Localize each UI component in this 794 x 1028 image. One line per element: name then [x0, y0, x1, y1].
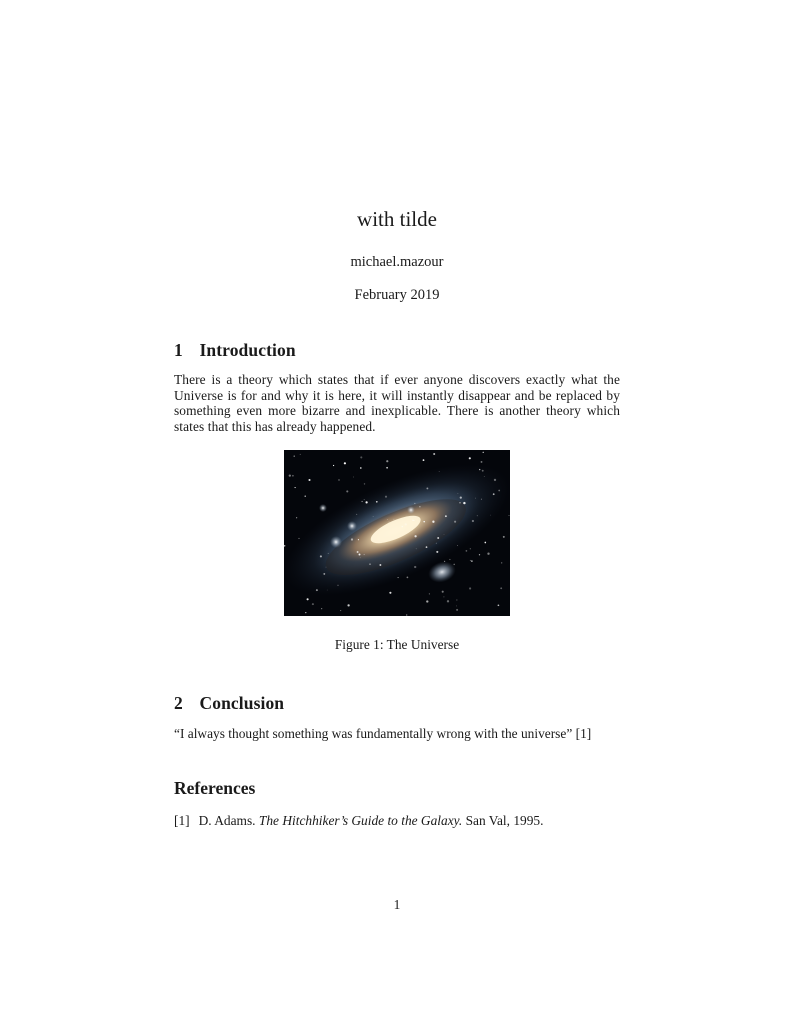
page-title: with tilde: [357, 207, 437, 231]
bright-star-glow: [407, 506, 415, 514]
reference-authors: D. Adams.: [198, 812, 256, 828]
page-number: 1: [393, 897, 401, 912]
section-number: 1: [174, 340, 183, 360]
bright-star-glow: [347, 521, 357, 531]
reference-publisher: San Val, 1995.: [465, 812, 544, 828]
bright-star-glow: [330, 536, 342, 548]
conclusion-paragraph: “I always thought something was fundamentally wrong with the universe” [1]: [174, 726, 592, 742]
document-content: [174, 0, 620, 829]
figure-block: [174, 450, 620, 653]
section-heading-conclusion: [174, 693, 620, 714]
figure-caption: Figure 1: The Universe: [334, 637, 460, 653]
introduction-paragraph: There is a theory which states that if ever anyone discovers exactly what the Universe is for and why it is here, it will instantly disappear and be replaced by something even more bizarre and inexplicable. There is another theory which states that this has already happened.: [174, 372, 620, 434]
references-heading: References: [174, 777, 256, 798]
reference-entry: [174, 813, 620, 829]
reference-title: The Hitchhiker’s Guide to the Galaxy.: [258, 812, 463, 828]
reference-label: [1]: [174, 812, 190, 828]
date: February 2019: [354, 287, 440, 303]
reference-text: [199, 813, 620, 829]
section-title: Conclusion: [199, 693, 285, 714]
section-title: Introduction: [199, 340, 296, 360]
author: michael.mazour: [350, 254, 444, 270]
section-heading-introduction: [174, 340, 620, 361]
bright-star-glow: [319, 504, 327, 512]
galaxy-image: [284, 450, 510, 616]
section-number: 2: [174, 693, 183, 714]
title-block: [174, 206, 620, 304]
